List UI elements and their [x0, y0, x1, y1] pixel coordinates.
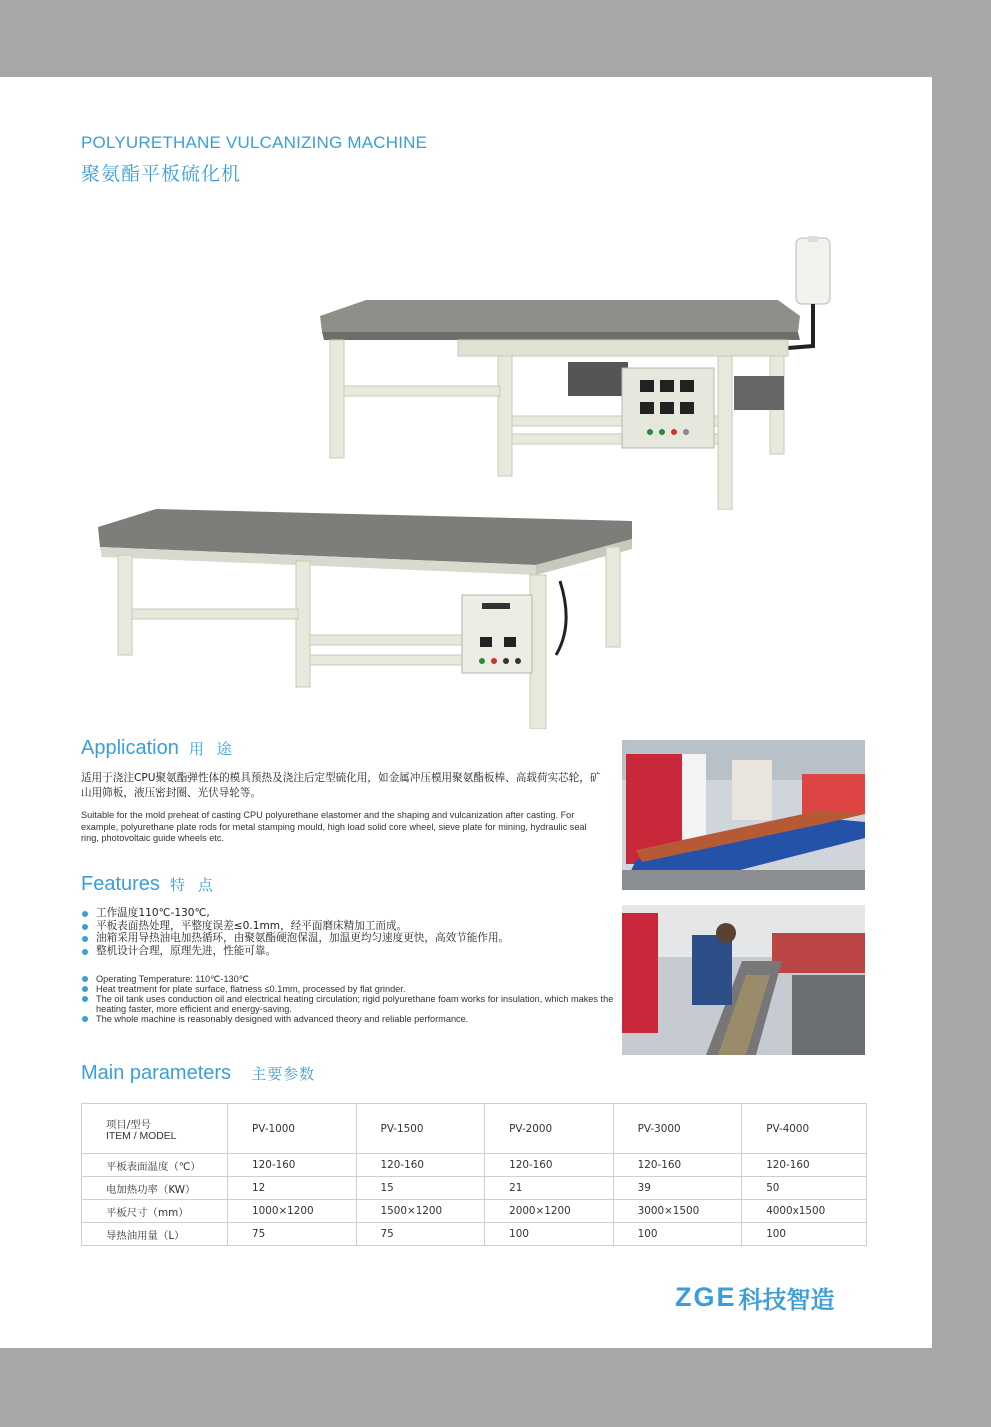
- application-heading: [81, 737, 236, 760]
- table-cell: 75: [228, 1223, 357, 1246]
- table-cell: 100: [485, 1223, 614, 1246]
- application-heading-en: Application: [81, 737, 179, 759]
- header-cn: 项目/型号: [106, 1118, 152, 1131]
- product-title-en: POLYURETHANE VULCANIZING MACHINE: [81, 133, 428, 152]
- table-cell: 3000×1500: [613, 1200, 742, 1223]
- feature-item-cn: 平板表面热处理，平整度误差≤0.1mm，经平面磨床精加工而成。: [81, 920, 621, 933]
- feature-item-en: Operating Temperature: 110℃-130℃: [81, 974, 621, 984]
- features-heading: [81, 873, 217, 896]
- table-cell: 39: [613, 1177, 742, 1200]
- factory-photo-bottom: [622, 905, 865, 1055]
- feature-item-cn: 工作温度110℃-130℃,: [81, 907, 621, 920]
- application-text-en: Suitable for the mold preheat of casting CPU polyurethane elastomer and the shaping and vulcanization after casting. For example, polyurethane plate rods for metal stamping mould, high load solid core wheel, sieve plate for mining, hydraulic seal ring, photovoltaic guide wheels etc.: [81, 810, 587, 843]
- model-header: PV-1500: [356, 1104, 485, 1154]
- logo-brand: ZGE: [675, 1281, 737, 1312]
- product-title-cn: 聚氨酯平板硫化机: [81, 163, 242, 185]
- feature-item-en: The whole machine is reasonably designed with advanced theory and reliable performance.: [81, 1014, 621, 1024]
- model-header: PV-3000: [613, 1104, 742, 1154]
- parameters-heading-cn: 主要参数: [251, 1065, 316, 1083]
- model-header: PV-4000: [742, 1104, 867, 1154]
- row-label: 平板尺寸（mm）: [82, 1200, 228, 1223]
- table-header-row: [82, 1104, 867, 1154]
- feature-item-en: The oil tank uses conduction oil and electrical heating circulation; rigid polyurethane foam works for insulation, which makes the heating faster, more efficient and energy-saving.: [81, 994, 621, 1014]
- company-logo: [675, 1280, 835, 1314]
- application-text-cn: 适用于浇注CPU聚氨酯弹性体的模具预热及浇注后定型硫化用，如金属冲压模用聚氨酯板棒、高载荷实芯轮，矿山用筛板，液压密封圈、光伏导轮等。: [81, 772, 601, 799]
- table-cell: 120-160: [228, 1154, 357, 1177]
- item-model-header: [82, 1104, 228, 1154]
- features-heading-en: Features: [81, 873, 160, 895]
- table-row: [82, 1154, 867, 1177]
- machine-photo-long: [96, 505, 638, 729]
- parameters-heading-en: Main parameters: [81, 1062, 232, 1084]
- table-cell: 120-160: [742, 1154, 867, 1177]
- table-cell: 4000x1500: [742, 1200, 867, 1223]
- table-cell: 12: [228, 1177, 357, 1200]
- table-cell: 75: [356, 1223, 485, 1246]
- header-en: ITEM / MODEL: [106, 1130, 177, 1142]
- table-cell: 100: [613, 1223, 742, 1246]
- table-row: [82, 1223, 867, 1246]
- parameters-table: [81, 1103, 867, 1246]
- feature-item-en: Heat treatment for plate surface, flatness ≤0.1mm, processed by flat grinder.: [81, 984, 621, 994]
- features-heading-cn: 特 点: [169, 876, 217, 894]
- table-row: [82, 1200, 867, 1223]
- parameters-heading: [81, 1062, 315, 1085]
- table-cell: 120-160: [485, 1154, 614, 1177]
- model-header: PV-2000: [485, 1104, 614, 1154]
- table-cell: 1500×1200: [356, 1200, 485, 1223]
- table-cell: 120-160: [613, 1154, 742, 1177]
- table-cell: 1000×1200: [228, 1200, 357, 1223]
- table-cell: 100: [742, 1223, 867, 1246]
- application-heading-cn: 用 途: [188, 740, 236, 758]
- table-cell: 21: [485, 1177, 614, 1200]
- feature-item-cn: 油箱采用导热油电加热循环，由聚氨酯硬泡保温，加温更均匀速度更快，高效节能作用。: [81, 932, 621, 945]
- table-cell: 15: [356, 1177, 485, 1200]
- table-cell: 2000×1200: [485, 1200, 614, 1223]
- row-label: 电加热功率（KW）: [82, 1177, 228, 1200]
- model-header: PV-1000: [228, 1104, 357, 1154]
- table-cell: 120-160: [356, 1154, 485, 1177]
- row-label: 导热油用量（L）: [82, 1223, 228, 1246]
- logo-cn: 科技智造: [738, 1285, 835, 1314]
- table-cell: 50: [742, 1177, 867, 1200]
- features-list-en: [81, 974, 621, 1024]
- factory-photo-top: [622, 740, 865, 890]
- machine-photo-large: [318, 236, 846, 510]
- row-label: 平板表面温度（℃）: [82, 1154, 228, 1177]
- feature-item-cn: 整机设计合理，原理先进，性能可靠。: [81, 945, 621, 958]
- features-list-cn: [81, 907, 621, 957]
- table-row: [82, 1177, 867, 1200]
